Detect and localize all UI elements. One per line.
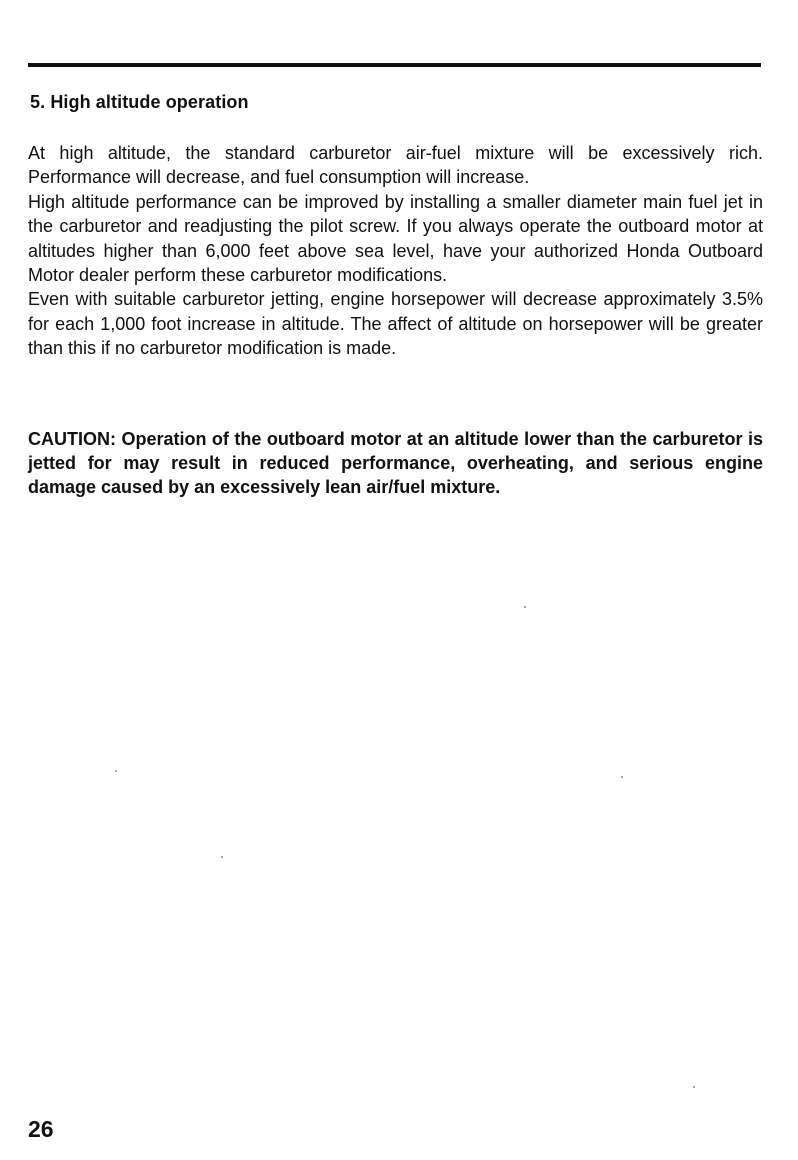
section-heading: 5. High altitude operation xyxy=(30,92,249,112)
scan-speck xyxy=(621,776,623,778)
body-text xyxy=(28,141,763,361)
top-rule xyxy=(28,63,761,67)
paragraph-3: Even with suitable carburetor jetting, engine horsepower will decrease approximately 3.5% for each 1,000 foot increase in altitude. The affect of altitude on horsepower will be greater than this if no carburetor modification is made. xyxy=(28,289,763,359)
paragraph-1: At high altitude, the standard carburetor air-fuel mixture will be excessively rich. Performance will decrease, and fuel consumption will increase. xyxy=(28,143,763,188)
scan-speck xyxy=(221,856,223,858)
scan-speck xyxy=(524,606,526,608)
page-number: 26 xyxy=(28,1116,54,1142)
scan-speck xyxy=(115,770,117,772)
caution-notice: CAUTION: Operation of the outboard motor at an altitude lower than the carburetor is jetted for may result in reduced performance, overheating, and serious engine damage caused by an excessively lean air/fuel mixture. xyxy=(28,429,763,497)
paragraph-2: High altitude performance can be improved by installing a smaller diameter main fuel jet in the carburetor and readjusting the pilot screw. If you always operate the outboard motor at altitudes higher than 6,000 feet above sea level, have your authorized Honda Outboard Motor dealer perform these carburetor modifications. xyxy=(28,191,763,286)
scan-speck xyxy=(693,1086,695,1088)
